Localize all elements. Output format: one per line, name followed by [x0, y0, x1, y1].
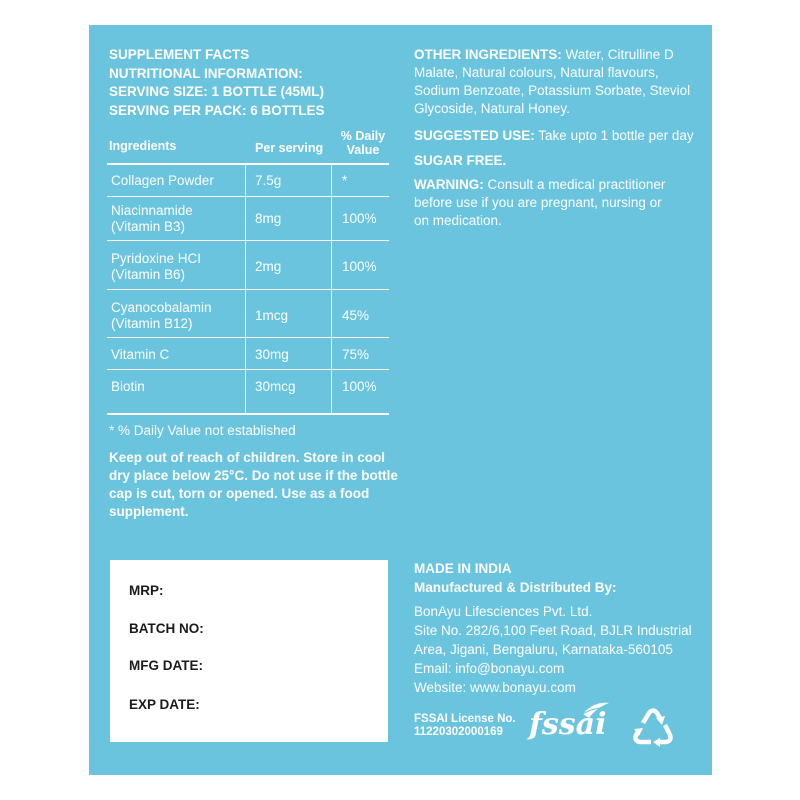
address-line-2: Area, Jigani, Bengaluru, Karnataka-560105 — [414, 642, 673, 657]
fssai-license — [414, 713, 516, 739]
row-ingredient — [111, 300, 212, 332]
suggested-use — [414, 127, 704, 145]
table-row — [107, 165, 389, 197]
mrp-label: MRP: — [129, 583, 164, 598]
row-ingredient-line1: Cyanocobalamin — [111, 300, 212, 315]
suggested-use-label: SUGGESTED USE: — [414, 128, 535, 143]
fssai-logo-text: fssai — [529, 707, 607, 742]
row-ingredient: Collagen Powder — [111, 173, 214, 188]
company-name: BonAyu Lifesciences Pvt. Ltd. — [414, 604, 593, 619]
row-per-serving: 30mcg — [255, 379, 296, 394]
other-ingredients-label: OTHER INGREDIENTS: — [414, 47, 562, 62]
row-ingredient-line2: (Vitamin B6) — [111, 267, 186, 282]
warning-label: WARNING: — [414, 177, 484, 192]
row-daily-value: * — [342, 173, 348, 188]
table-row — [107, 290, 389, 338]
nutrition-table — [107, 163, 389, 415]
website-line: Website: www.bonayu.com — [414, 680, 576, 695]
table-bottom-rule — [107, 413, 389, 415]
header-daily-value — [337, 129, 389, 157]
table-row — [107, 338, 389, 370]
daily-value-note: * % Daily Value not established — [109, 423, 296, 438]
address-line-1: Site No. 282/6,100 Feet Road, BJLR Industrial — [414, 623, 692, 638]
header-per-serving: Per serving — [255, 141, 324, 155]
manufacturer-info — [414, 559, 704, 697]
table-row — [107, 197, 389, 241]
row-per-serving: 30mg — [255, 347, 289, 362]
batch-info-box — [110, 560, 388, 742]
manufacturer-heading: Manufactured & Distributed By: — [414, 580, 617, 595]
header-daily-value-line1: % Daily — [340, 129, 386, 143]
other-ingredients-text: Water, Citrulline D Malate, Natural colours, Natural flavours, Sodium Benzoate, Potassium Sorbate, Steviol Glycoside, Natural Honey. — [414, 47, 691, 116]
serving-per-pack: SERVING PER PACK: 6 BOTTLES — [109, 102, 325, 118]
row-ingredient-line1: Pyridoxine HCI — [111, 251, 202, 266]
row-ingredient-line2: (Vitamin B12) — [111, 316, 193, 331]
row-daily-value: 45% — [342, 308, 370, 323]
header-ingredients: Ingredients — [109, 139, 177, 153]
batch-no-label: BATCH NO: — [129, 621, 204, 636]
email-line: Email: info@bonayu.com — [414, 661, 565, 676]
sugar-free-label: SUGAR FREE. — [414, 153, 507, 168]
warning-text: Consult a medical practitioner before use if you are pregnant, nursing or on medication. — [414, 177, 666, 228]
table-row — [107, 241, 389, 290]
made-in-label: MADE IN INDIA — [414, 561, 512, 576]
label-panel — [89, 25, 712, 775]
row-ingredient: Biotin — [111, 379, 145, 394]
table-row — [107, 370, 389, 413]
row-daily-value: 100% — [342, 211, 377, 226]
suggested-use-text: Take upto 1 bottle per day — [538, 128, 694, 143]
row-ingredient: Vitamin C — [111, 347, 170, 362]
nutritional-info-label: NUTRITIONAL INFORMATION: — [109, 65, 303, 81]
row-daily-value: 75% — [342, 347, 370, 362]
row-ingredient — [111, 251, 201, 283]
storage-warning: Keep out of reach of children. Store in cool dry place below 25°C. Do not use if the bottle cap is cut, torn or opened. Use as a food supplement. — [109, 450, 398, 519]
row-daily-value: 100% — [342, 379, 377, 394]
recycle-icon — [629, 705, 677, 754]
exp-date-label: EXP DATE: — [129, 697, 200, 712]
supplement-facts-title: SUPPLEMENT FACTS — [109, 47, 250, 62]
manufacturer-details — [414, 602, 704, 697]
fssai-license-number: 11220302000169 — [414, 726, 503, 738]
table-header — [107, 125, 389, 161]
other-ingredients — [414, 46, 704, 118]
row-per-serving: 7.5g — [255, 173, 282, 188]
row-ingredient-line2: (Vitamin B3) — [111, 219, 186, 234]
warning — [414, 176, 679, 230]
row-per-serving: 1mcg — [255, 308, 289, 323]
supplement-facts-header — [109, 46, 325, 120]
row-daily-value: 100% — [342, 259, 377, 274]
fssai-license-label: FSSAI License No. — [414, 713, 516, 725]
mfg-date-label: MFG DATE: — [129, 658, 203, 673]
serving-size: SERVING SIZE: 1 BOTTLE (45ML) — [109, 84, 325, 99]
row-ingredient-line1: Niacinnamide — [111, 203, 193, 218]
fssai-logo-icon — [525, 700, 617, 747]
row-per-serving: 2mg — [255, 259, 282, 274]
row-per-serving: 8mg — [255, 211, 282, 226]
header-daily-value-line2: Value — [346, 143, 380, 157]
row-ingredient — [111, 203, 193, 235]
